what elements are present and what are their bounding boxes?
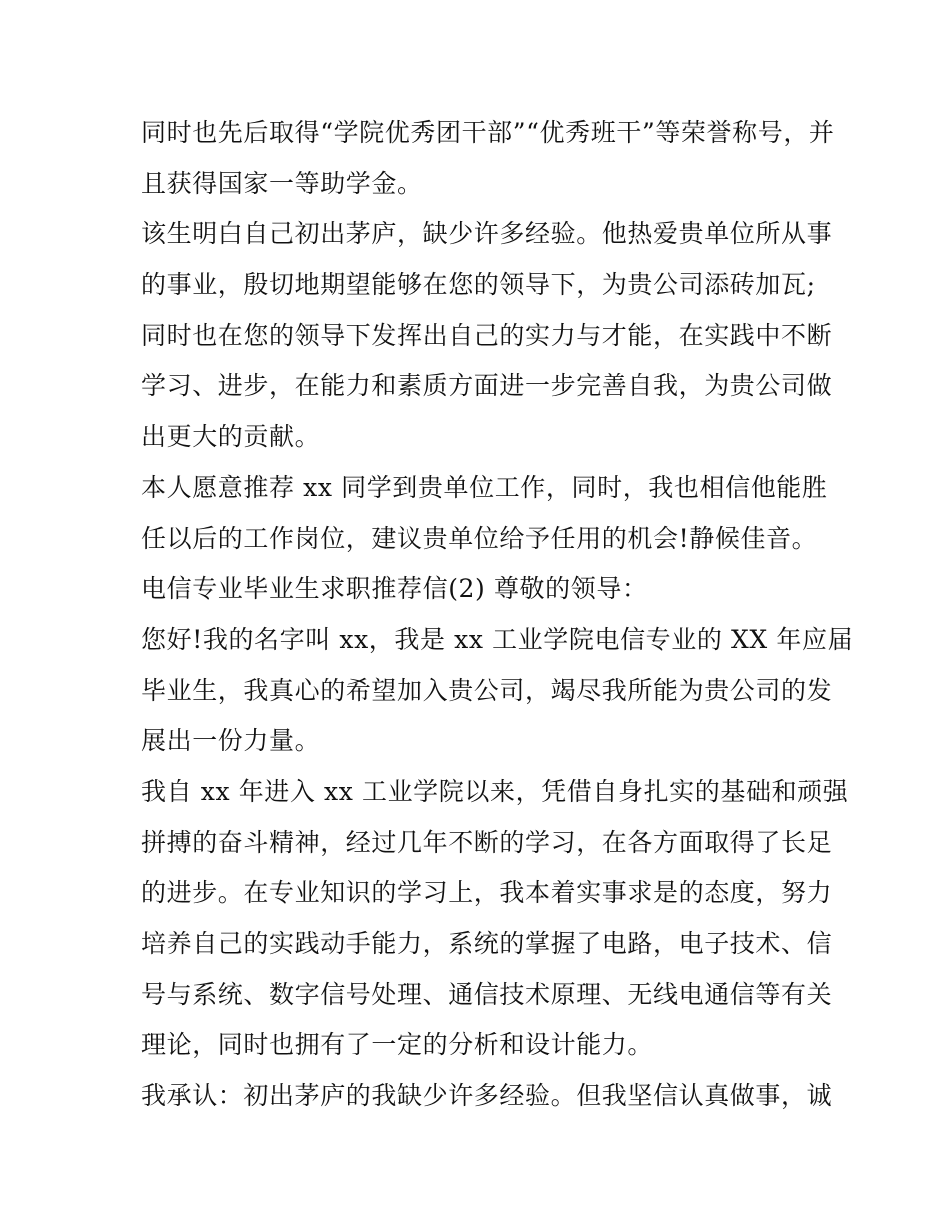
text-line: 任以后的工作岗位，建议贵单位给予任用的机会!静候佳音。: [141, 523, 818, 553]
text-line: 的进步。在专业知识的学习上，我本着实事求是的态度，努力: [141, 878, 833, 908]
text-line: 本人愿意推荐 xx 同学到贵单位工作，同时，我也相信他能胜: [141, 472, 828, 502]
text-line: 毕业生，我真心的希望加入贵公司，竭尽我所能为贵公司的发: [141, 675, 833, 705]
text-line: 且获得国家一等助学金。: [141, 168, 423, 198]
text-line: 学习、进步，在能力和素质方面进一步完善自我，为贵公司做: [141, 371, 833, 401]
text-line: 展出一份力量。: [141, 726, 321, 756]
text-line: 号与系统、数字信号处理、通信技术原理、无线电通信等有关: [141, 979, 833, 1009]
text-line: 该生明白自己初出茅庐，缺少许多经验。他热爱贵单位所从事: [141, 219, 833, 249]
text-line: 我自 xx 年进入 xx 工业学院以来，凭借自身扎实的基础和顽强: [141, 776, 849, 806]
text-line: 的事业，殷切地期望能够在您的领导下，为贵公司添砖加瓦;: [141, 270, 816, 300]
text-line: 您好!我的名字叫 xx，我是 xx 工业学院电信专业的 XX 年应届: [141, 624, 854, 654]
section-heading-line: 电信专业毕业生求职推荐信(2) 尊敬的领导：: [141, 574, 648, 604]
text-line: 拼搏的奋斗精神，经过几年不断的学习，在各方面取得了长足: [141, 827, 833, 857]
text-line: 同时也在您的领导下发挥出自己的实力与才能，在实践中不断: [141, 320, 833, 350]
text-line: 理论，同时也拥有了一定的分析和设计能力。: [141, 1030, 654, 1060]
text-line: 同时也先后取得“学院优秀团干部”“优秀班干”等荣誉称号，并: [141, 118, 835, 147]
document-body: [141, 108, 854, 1122]
text-line: 培养自己的实践动手能力，系统的掌握了电路，电子技术、信: [141, 929, 833, 958]
text-line: 我承认：初出茅庐的我缺少许多经验。但我坚信认真做事，诚: [141, 1081, 833, 1111]
text-line: 出更大的贡献。: [141, 422, 321, 452]
